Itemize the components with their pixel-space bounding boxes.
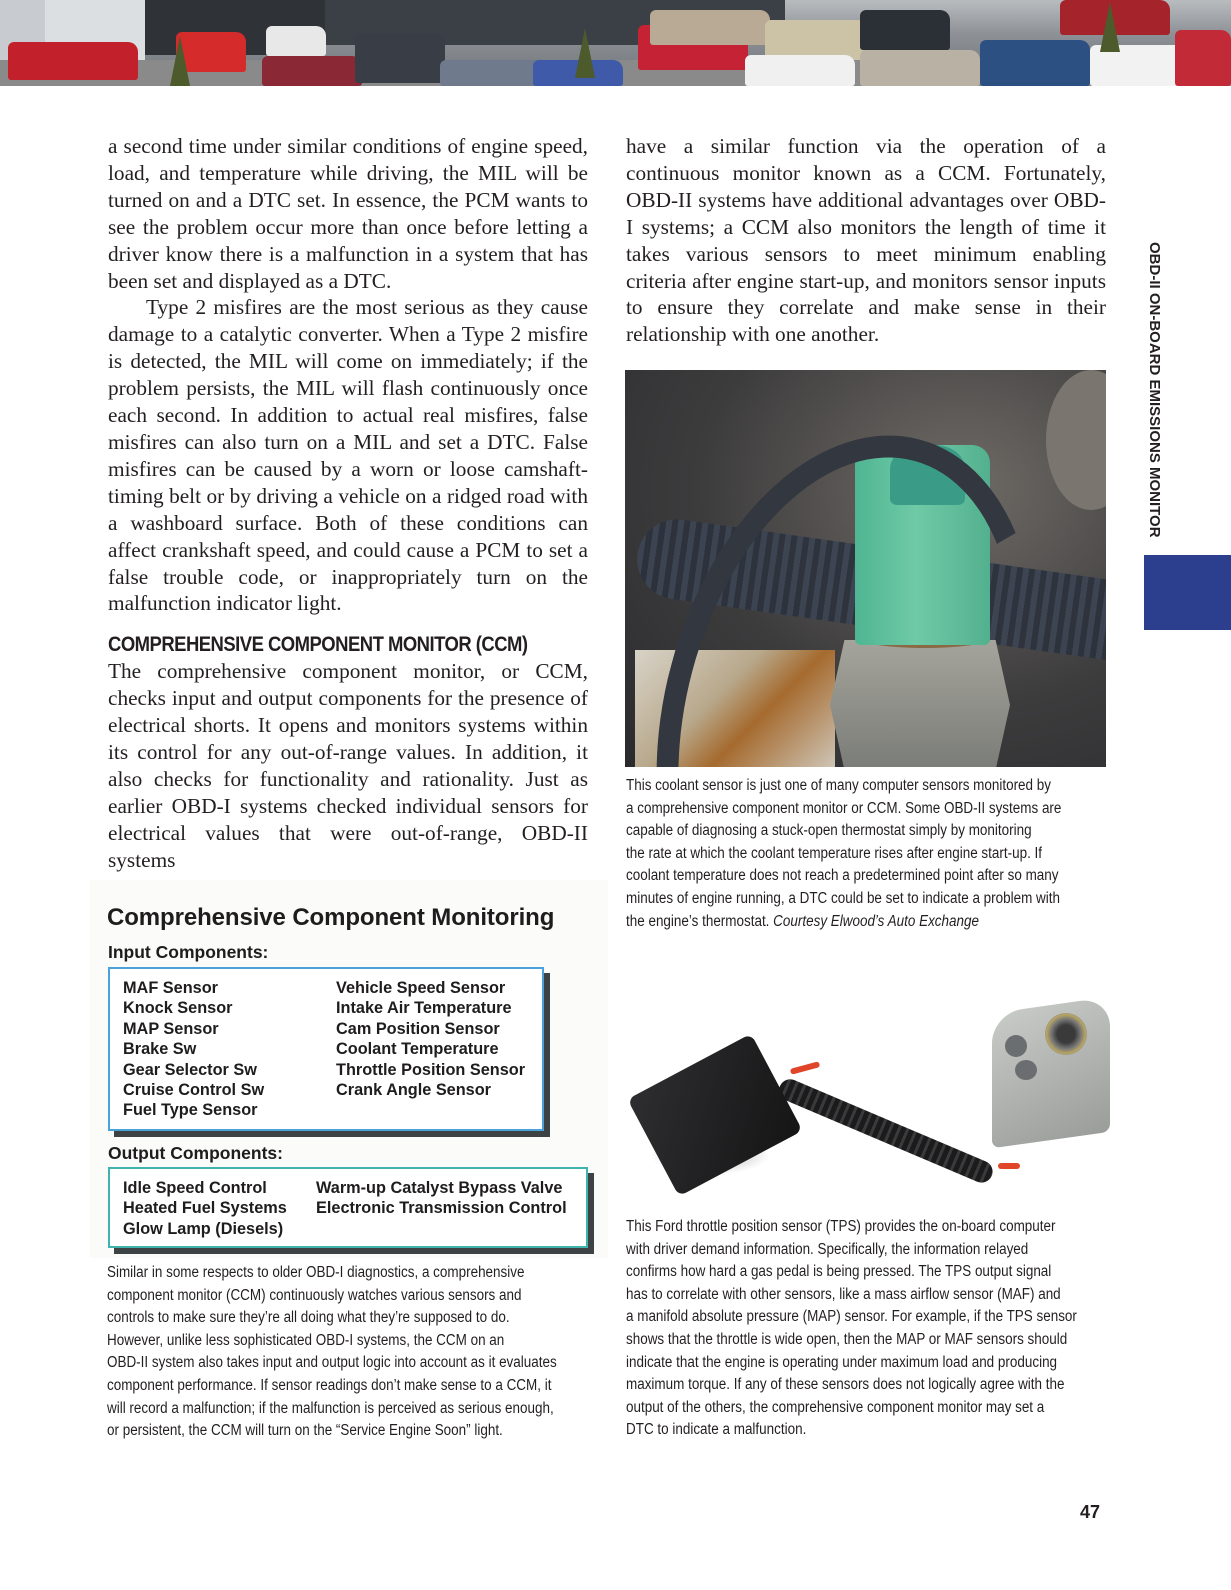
diagram-title: Comprehensive Component Monitoring — [107, 904, 555, 931]
caption-line: This coolant sensor is just one of many computer sensors monitored by — [626, 777, 1051, 794]
caption-line: will record a malfunction; if the malfunction is perceived as serious enough, — [107, 1399, 554, 1417]
body-paragraph: The comprehensive component monitor, or CCM, checks input and output components for the presence of electrical shorts. It opens and monitors systems within its control for any out-of-range values. In addition, it also checks for functionality and rationality. Just as earlier OBD-I systems checked individual sensors for electrical values that were out-of-range, OBD-II systems — [108, 659, 588, 872]
input-component: Coolant Temperature — [336, 1040, 499, 1059]
output-component: Glow Lamp (Diesels) — [123, 1219, 284, 1238]
electrical-connector — [627, 1034, 802, 1197]
input-component: Knock Sensor — [123, 999, 233, 1018]
tps-caption — [626, 1216, 1106, 1442]
caption-line: component performance. If sensor readings don’t make sense to a CCM, it — [107, 1376, 552, 1394]
caption-line: minutes of engine running, a DTC could be set to indicate a problem with — [626, 889, 1061, 907]
caption-line: capable of diagnosing a stuck-open thermostat simply by monitoring — [626, 822, 1032, 840]
section-heading: COMPREHENSIVE COMPONENT MONITOR (CCM) — [108, 633, 528, 657]
caption-line: component monitor (CCM) continuously watches various sensors and — [107, 1286, 522, 1304]
input-component: Fuel Type Sensor — [123, 1101, 258, 1120]
car — [8, 42, 138, 80]
caption-text: the engine’s thermostat. — [626, 912, 770, 930]
red-wire — [790, 1061, 821, 1075]
caption-line: DTC to indicate a malfunction. — [626, 1421, 807, 1439]
page-number: 47 — [1080, 1502, 1101, 1522]
chapter-color-tab — [1144, 555, 1231, 630]
photo-credit: Courtesy Elwood’s Auto Exchange — [773, 912, 979, 930]
caption-line: controls to make sure they’re all doing what they’re supposed to do. — [107, 1309, 510, 1327]
input-component: Brake Sw — [123, 1040, 197, 1059]
ccm-diagram — [90, 880, 608, 1258]
chapter-title: OBD-II ON-BOARD EMISSIONS MONITOR — [1146, 242, 1163, 538]
diagram-caption — [107, 1262, 587, 1443]
caption-line: This Ford throttle position sensor (TPS) provides the on-board computer — [626, 1218, 1056, 1235]
car — [745, 55, 855, 86]
caption-line: has to correlate with other sensors, like a mass airflow sensor (MAF) and — [626, 1285, 1061, 1303]
engine-part — [1046, 370, 1106, 510]
mounting-hole — [1015, 1060, 1037, 1080]
body-paragraph: have a similar function via the operation of a continuous monitor known as a CCM. Fortunately, OBD-II systems have additional advantages over OBD-I systems; a CCM also monitors the length of time it takes various sensors to meet minimum enabling criteria after engine start-up, and monitors sensor inputs to ensure they correlate and make sense in their relationship with one another. — [626, 134, 1106, 347]
caption-line: Similar in some respects to older OBD-I diagnostics, a comprehensive — [107, 1264, 525, 1281]
caption-line: maximum torque. If any of these sensors does not logically agree with the — [626, 1376, 1065, 1394]
tps-shaft-hole — [1045, 1013, 1087, 1055]
input-component: MAP Sensor — [123, 1019, 219, 1038]
car — [262, 56, 362, 86]
mounting-hole — [1005, 1035, 1027, 1057]
wire-harness — [776, 1076, 996, 1186]
car — [860, 50, 980, 86]
output-list-col2 — [316, 1178, 567, 1219]
red-wire — [998, 1163, 1020, 1169]
shrub — [1100, 2, 1120, 52]
input-component: Intake Air Temperature — [336, 999, 512, 1018]
input-list-col1 — [123, 978, 264, 1121]
caption-line: coolant temperature does not reach a predetermined point after so many — [626, 867, 1059, 885]
car — [1175, 30, 1231, 86]
chapter-side-label — [1143, 242, 1163, 542]
input-component: Gear Selector Sw — [123, 1060, 257, 1079]
caption-line: confirms how hard a gas pedal is being pressed. The TPS output signal — [626, 1263, 1052, 1281]
input-components-label: Input Components: — [108, 942, 269, 962]
output-component: Heated Fuel Systems — [123, 1199, 287, 1218]
caption-line: output of the others, the comprehensive component monitor may set a — [626, 1398, 1045, 1416]
input-component: Cruise Control Sw — [123, 1081, 265, 1100]
caption-line: a manifold absolute pressure (MAP) sensor. For example, if the TPS sensor — [626, 1308, 1077, 1326]
car — [266, 26, 326, 56]
input-list-col2 — [336, 978, 525, 1100]
body-paragraph: Type 2 misfires are the most serious as they cause damage to a catalytic converter. When a Type 2 misfire is detected, the MIL will come on immediately; if the problem persists, the MIL will flash continuously once each second. In addition to actual real misfires, false misfires can also turn on a MIL and set a DTC. False misfires can be caused by a worn or loose camshaft-timing belt or by driving a vehicle on a ridged road with a washboard surface. Both of these conditions can affect crankshaft speed, and could cause a PCM to set a false trouble code, or inappropriately turn on the malfunction indicator light. — [108, 295, 588, 616]
caption-line: with driver demand information. Specifically, the information relayed — [626, 1240, 1029, 1258]
coolant-sensor-photo — [625, 370, 1106, 767]
coolant-sensor-caption — [626, 775, 1106, 933]
shrub — [170, 36, 190, 86]
shrub — [575, 28, 595, 78]
right-column — [626, 133, 1106, 348]
body-paragraph: a second time under similar conditions of engine speed, load, and temperature while driving, the MIL will be turned on and a DTC set. In essence, the PCM wants to see the problem occur more than once before letting a driver know there is a malfunction in a system that has been set and displayed as a DTC. — [108, 134, 588, 293]
output-components-box — [108, 1167, 588, 1248]
output-list-col1 — [123, 1178, 287, 1239]
caption-line: or persistent, the CCM will turn on the “Service Engine Soon” light. — [107, 1422, 503, 1440]
output-component: Warm-up Catalyst Bypass Valve — [316, 1179, 563, 1197]
left-column — [108, 133, 588, 874]
caption-line: shows that the throttle is wide open, then the MAP or MAF sensors should — [626, 1330, 1068, 1348]
output-components-label: Output Components: — [108, 1143, 283, 1163]
input-component: Crank Angle Sensor — [336, 1081, 492, 1100]
car — [980, 40, 1090, 86]
input-components-box — [108, 967, 544, 1131]
caption-line: a comprehensive component monitor or CCM. Some OBD-II systems are — [626, 799, 1062, 817]
caption-line: However, unlike less sophisticated OBD-I systems, the CCM on an — [107, 1331, 505, 1349]
caption-line: the rate at which the coolant temperature rises after engine start-up. If — [626, 844, 1043, 862]
input-component: Cam Position Sensor — [336, 1019, 500, 1038]
output-component: Electronic Transmission Control — [316, 1199, 567, 1218]
output-component: Idle Speed Control — [123, 1179, 267, 1197]
car — [860, 10, 950, 50]
car — [355, 33, 445, 83]
input-component: Vehicle Speed Sensor — [336, 979, 506, 997]
header-photo-car-lot — [0, 0, 1231, 86]
car — [650, 10, 770, 45]
caption-line: indicate that the engine is operating under maximum load and producing — [626, 1353, 1058, 1371]
caption-line — [626, 911, 1106, 934]
input-component: MAF Sensor — [123, 979, 218, 997]
caption-line: OBD-II system also takes input and output logic into account as it evaluates — [107, 1354, 557, 1372]
throttle-position-sensor-photo — [620, 965, 1110, 1205]
car — [765, 20, 875, 60]
input-component: Throttle Position Sensor — [336, 1060, 526, 1079]
